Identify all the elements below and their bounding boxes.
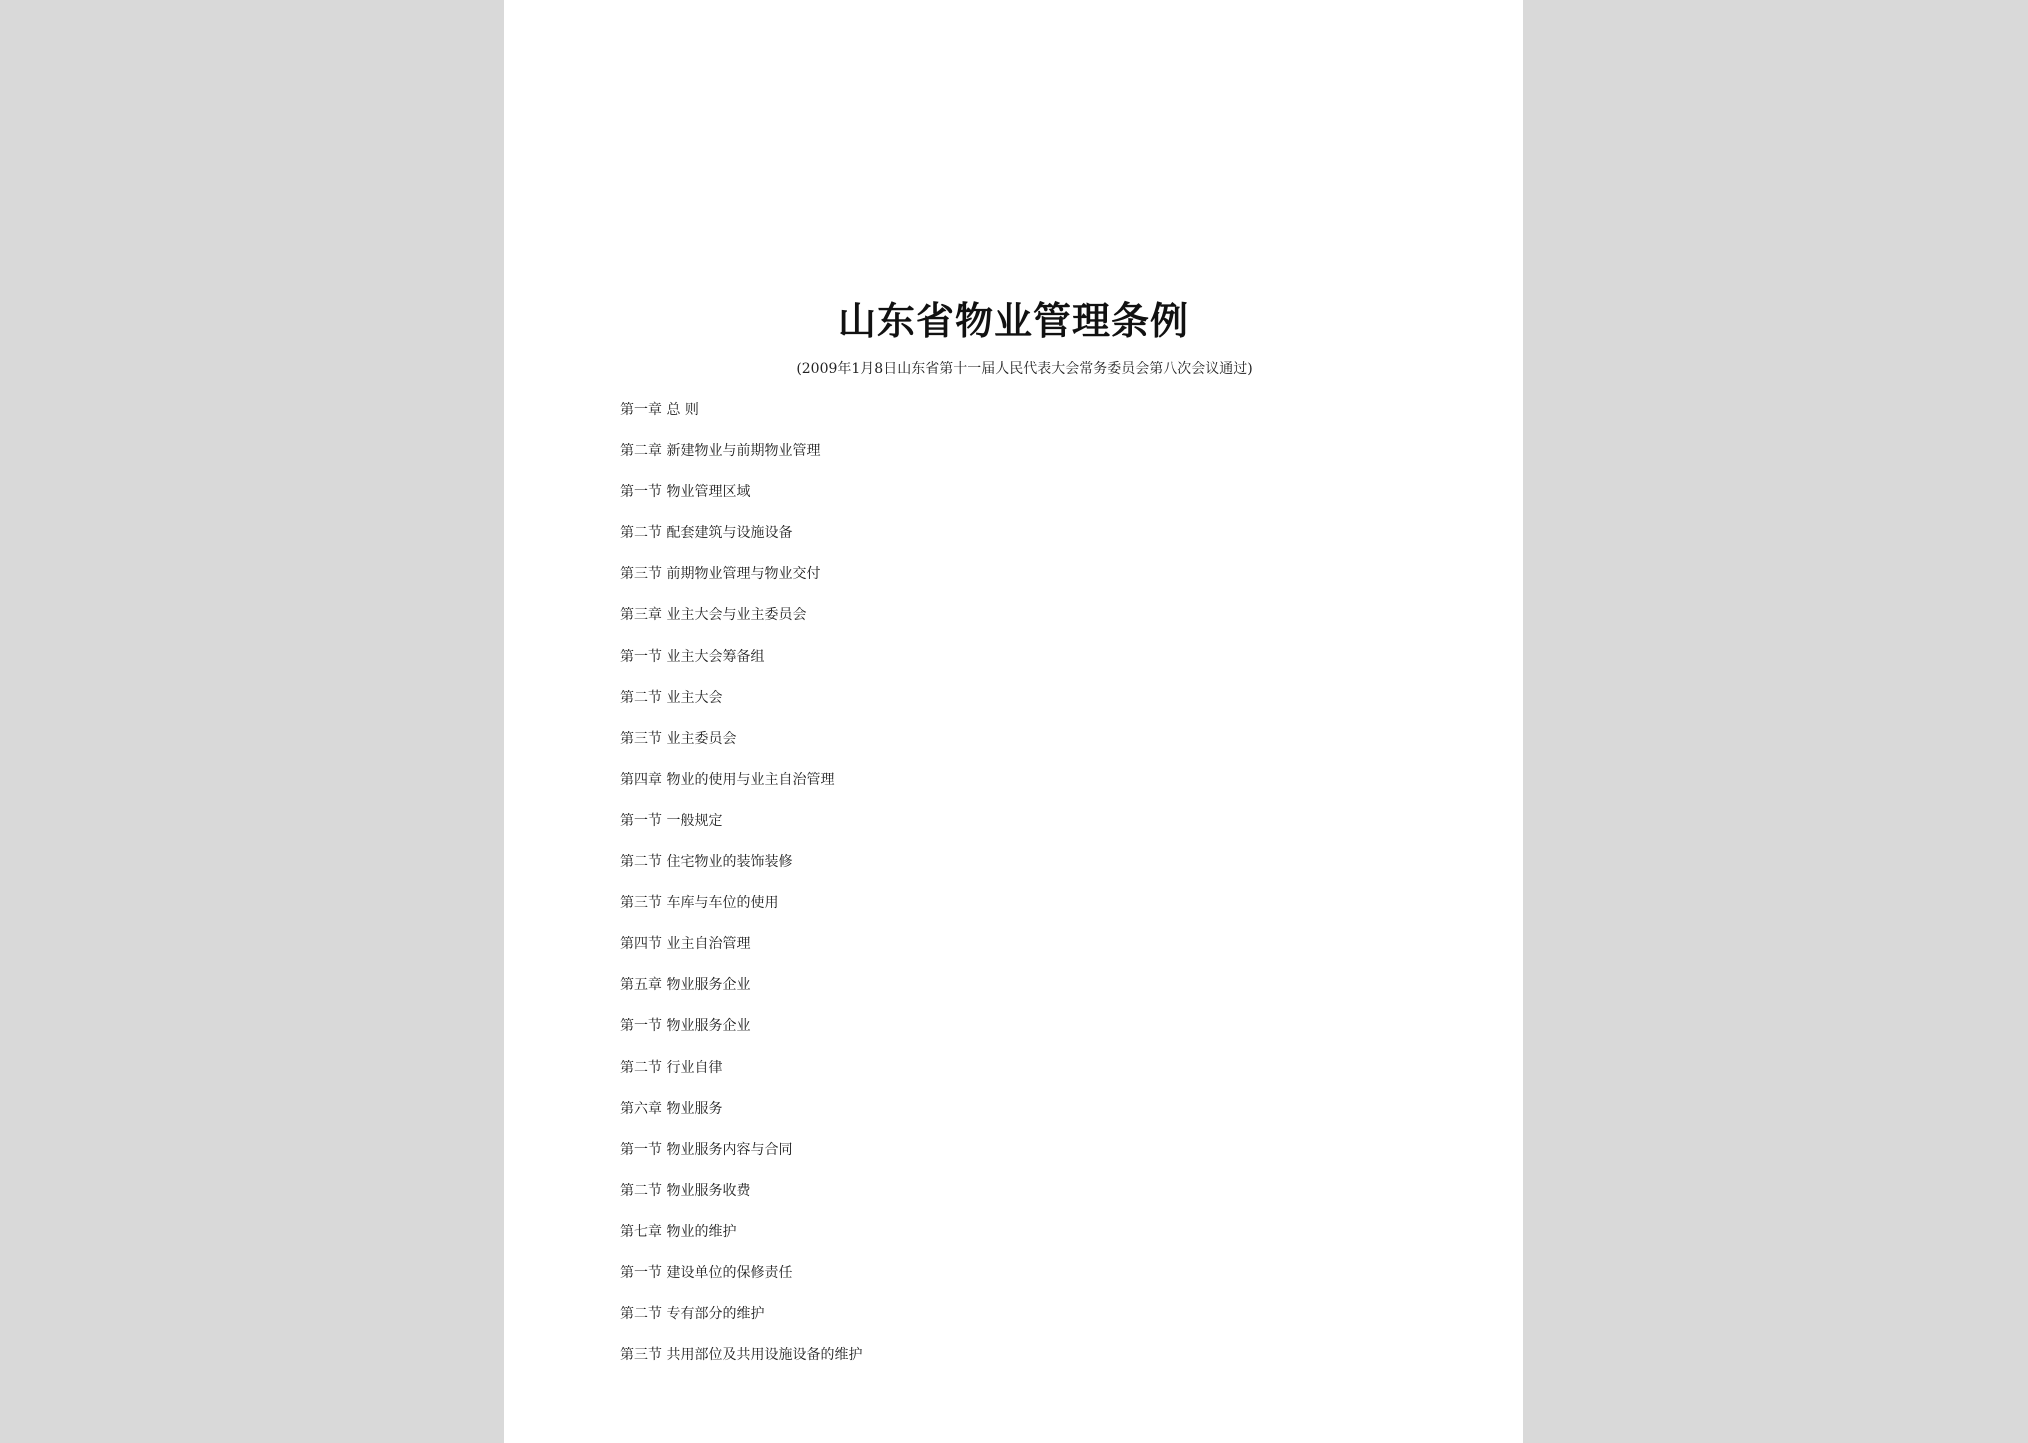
toc-item: 第六章 物业服务 — [620, 1100, 723, 1117]
toc-item: 第二节 专有部分的维护 — [620, 1306, 765, 1323]
toc-item: 第一章 总 则 — [620, 402, 699, 418]
toc-item: 第七章 物业的维护 — [620, 1223, 737, 1240]
toc-item: 第一节 物业服务内容与合同 — [620, 1141, 793, 1158]
toc-item: 第一节 建设单位的保修责任 — [620, 1264, 793, 1281]
document-subtitle: (2009年1月8日山东省第十一届人民代表大会常务委员会第八次会议通过) — [796, 361, 1253, 377]
toc-item: 第三节 共用部位及共用设施设备的维护 — [620, 1347, 863, 1364]
toc-item: 第四节 业主自治管理 — [620, 936, 751, 953]
toc-item: 第三节 车库与车位的使用 — [620, 895, 779, 912]
toc-item: 第二节 行业自律 — [620, 1059, 723, 1076]
toc-item: 第一节 物业管理区域 — [620, 484, 751, 501]
toc-item: 第二节 配套建筑与设施设备 — [620, 525, 793, 542]
toc-item: 第三节 业主委员会 — [620, 730, 737, 747]
toc-item: 第五章 物业服务企业 — [620, 977, 751, 994]
toc-item: 第二章 新建物业与前期物业管理 — [620, 443, 821, 460]
toc-item: 第四章 物业的使用与业主自治管理 — [620, 771, 835, 788]
toc-item: 第三章 业主大会与业主委员会 — [620, 607, 807, 624]
toc-item: 第一节 一般规定 — [620, 812, 723, 829]
toc-item: 第二节 住宅物业的装饰装修 — [620, 854, 793, 871]
document-title: 山东省物业管理条例 — [837, 298, 1189, 343]
document-page — [504, 0, 1523, 1443]
toc-item: 第一节 物业服务企业 — [620, 1018, 751, 1035]
toc-item: 第三节 前期物业管理与物业交付 — [620, 566, 821, 583]
toc-item: 第二节 业主大会 — [620, 689, 723, 706]
toc-item: 第一节 业主大会筹备组 — [620, 648, 765, 665]
toc-item: 第二节 物业服务收费 — [620, 1182, 751, 1199]
table-of-contents — [620, 400, 862, 1386]
